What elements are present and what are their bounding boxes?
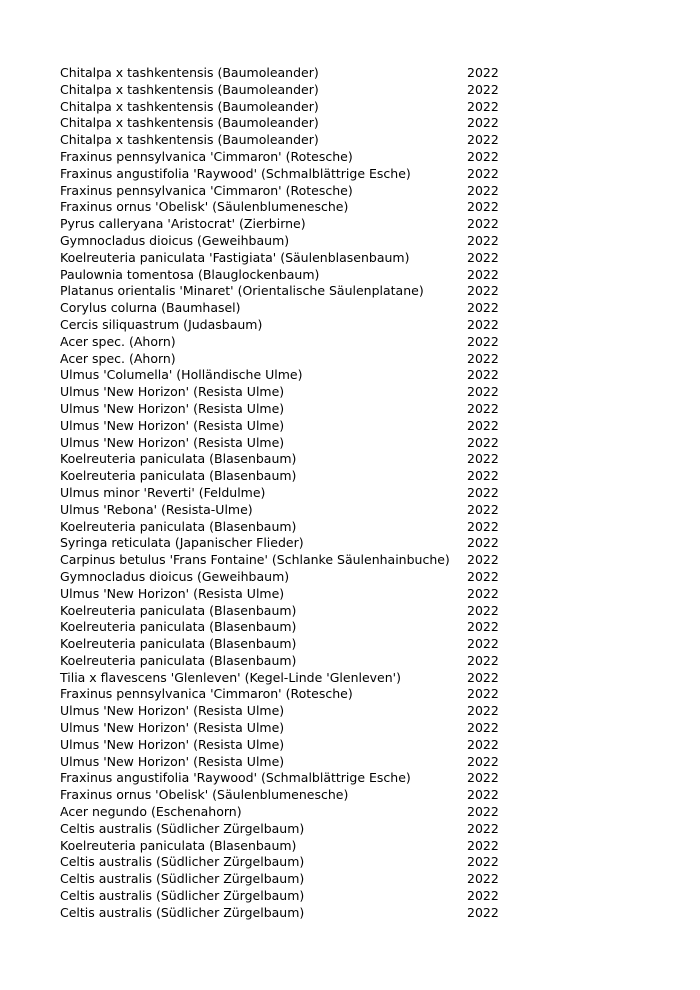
planting-year: 2022 bbox=[467, 736, 499, 752]
table-row bbox=[60, 636, 520, 653]
planting-year: 2022 bbox=[467, 652, 499, 668]
tree-species-name: Acer spec. (Ahorn) bbox=[60, 333, 176, 349]
planting-year: 2022 bbox=[467, 451, 499, 467]
tree-species-name: Gymnocladus dioicus (Geweihbaum) bbox=[60, 232, 290, 248]
table-row bbox=[60, 267, 520, 284]
tree-species-name: Paulownia tomentosa (Blauglockenbaum) bbox=[60, 266, 320, 282]
planting-year: 2022 bbox=[467, 585, 499, 601]
table-row bbox=[60, 435, 520, 452]
planting-year: 2022 bbox=[467, 602, 499, 618]
planting-year: 2022 bbox=[467, 468, 499, 484]
planting-year: 2022 bbox=[467, 484, 499, 500]
planting-year: 2022 bbox=[467, 400, 499, 416]
planting-year: 2022 bbox=[467, 81, 499, 97]
table-row bbox=[60, 351, 520, 368]
planting-year: 2022 bbox=[467, 434, 499, 450]
tree-species-name: Chitalpa x tashkentensis (Baumoleander) bbox=[60, 98, 319, 114]
planting-year: 2022 bbox=[467, 367, 499, 383]
planting-year: 2022 bbox=[467, 384, 499, 400]
tree-species-name: Acer spec. (Ahorn) bbox=[60, 350, 176, 366]
table-row bbox=[60, 535, 520, 552]
table-row bbox=[60, 703, 520, 720]
tree-species-name: Corylus colurna (Baumhasel) bbox=[60, 300, 241, 316]
table-row bbox=[60, 670, 520, 687]
table-row bbox=[60, 166, 520, 183]
planting-year: 2022 bbox=[467, 753, 499, 769]
planting-year: 2022 bbox=[467, 787, 499, 803]
table-row bbox=[60, 183, 520, 200]
tree-species-name: Fraxinus pennsylvanica 'Cimmaron' (Rotesche) bbox=[60, 686, 353, 702]
planting-year: 2022 bbox=[467, 518, 499, 534]
table-row bbox=[60, 586, 520, 603]
planting-year: 2022 bbox=[467, 820, 499, 836]
table-row bbox=[60, 149, 520, 166]
planting-year: 2022 bbox=[467, 619, 499, 635]
table-row bbox=[60, 317, 520, 334]
tree-species-name: Celtis australis (Südlicher Zürgelbaum) bbox=[60, 871, 305, 887]
table-row bbox=[60, 854, 520, 871]
tree-species-name: Fraxinus angustifolia 'Raywood' (Schmalblättrige Esche) bbox=[60, 165, 411, 181]
tree-species-name: Chitalpa x tashkentensis (Baumoleander) bbox=[60, 81, 319, 97]
tree-species-name: Koelreuteria paniculata (Blasenbaum) bbox=[60, 602, 297, 618]
planting-year: 2022 bbox=[467, 216, 499, 232]
planting-year: 2022 bbox=[467, 98, 499, 114]
table-row bbox=[60, 82, 520, 99]
tree-species-name: Ulmus 'Columella' (Holländische Ulme) bbox=[60, 367, 303, 383]
tree-species-name: Ulmus 'New Horizon' (Resista Ulme) bbox=[60, 703, 285, 719]
planting-year: 2022 bbox=[467, 199, 499, 215]
table-row bbox=[60, 552, 520, 569]
tree-species-name: Koelreuteria paniculata 'Fastigiata' (Säulenblasenbaum) bbox=[60, 249, 410, 265]
tree-species-name: Fraxinus pennsylvanica 'Cimmaron' (Rotesche) bbox=[60, 148, 353, 164]
table-row bbox=[60, 115, 520, 132]
planting-year: 2022 bbox=[467, 703, 499, 719]
planting-year: 2022 bbox=[467, 350, 499, 366]
planting-year: 2022 bbox=[467, 720, 499, 736]
table-row bbox=[60, 888, 520, 905]
table-row bbox=[60, 838, 520, 855]
tree-species-name: Ulmus 'Rebona' (Resista-Ulme) bbox=[60, 501, 253, 517]
planting-year: 2022 bbox=[467, 535, 499, 551]
planting-year: 2022 bbox=[467, 770, 499, 786]
tree-species-name: Chitalpa x tashkentensis (Baumoleander) bbox=[60, 132, 319, 148]
table-row bbox=[60, 418, 520, 435]
tree-species-name: Ulmus 'New Horizon' (Resista Ulme) bbox=[60, 736, 285, 752]
table-row bbox=[60, 199, 520, 216]
tree-species-name: Pyrus calleryana 'Aristocrat' (Zierbirne) bbox=[60, 216, 306, 232]
table-row bbox=[60, 720, 520, 737]
planting-year: 2022 bbox=[467, 65, 499, 80]
planting-year: 2022 bbox=[467, 686, 499, 702]
tree-species-name: Cercis siliquastrum (Judasbaum) bbox=[60, 316, 263, 332]
planting-year: 2022 bbox=[467, 568, 499, 584]
table-row bbox=[60, 367, 520, 384]
tree-species-name: Koelreuteria paniculata (Blasenbaum) bbox=[60, 619, 297, 635]
planting-year: 2022 bbox=[467, 837, 499, 853]
table-row bbox=[60, 334, 520, 351]
planting-year: 2022 bbox=[467, 266, 499, 282]
table-row bbox=[60, 401, 520, 418]
table-row bbox=[60, 519, 520, 536]
table-row bbox=[60, 603, 520, 620]
planting-year: 2022 bbox=[467, 232, 499, 248]
tree-species-name: Chitalpa x tashkentensis (Baumoleander) bbox=[60, 115, 319, 131]
planting-year: 2022 bbox=[467, 115, 499, 131]
tree-species-name: Fraxinus ornus 'Obelisk' (Säulenblumenesche) bbox=[60, 787, 349, 803]
table-row bbox=[60, 686, 520, 703]
table-row bbox=[60, 216, 520, 233]
tree-species-name: Platanus orientalis 'Minaret' (Orientalische Säulenplatane) bbox=[60, 283, 424, 299]
tree-species-name: Celtis australis (Südlicher Zürgelbaum) bbox=[60, 820, 305, 836]
table-row bbox=[60, 468, 520, 485]
table-row bbox=[60, 233, 520, 250]
tree-species-name: Koelreuteria paniculata (Blasenbaum) bbox=[60, 468, 297, 484]
table-row bbox=[60, 754, 520, 771]
planting-year: 2022 bbox=[467, 316, 499, 332]
tree-species-name: Fraxinus ornus 'Obelisk' (Säulenblumenesche) bbox=[60, 199, 349, 215]
planting-year: 2022 bbox=[467, 804, 499, 820]
planting-year: 2022 bbox=[467, 300, 499, 316]
planting-year: 2022 bbox=[467, 501, 499, 517]
planting-year: 2022 bbox=[467, 854, 499, 870]
planting-year: 2022 bbox=[467, 333, 499, 349]
tree-species-name: Ulmus 'New Horizon' (Resista Ulme) bbox=[60, 434, 285, 450]
tree-list bbox=[60, 65, 520, 922]
tree-species-name: Koelreuteria paniculata (Blasenbaum) bbox=[60, 636, 297, 652]
tree-species-name: Celtis australis (Südlicher Zürgelbaum) bbox=[60, 904, 305, 920]
planting-year: 2022 bbox=[467, 871, 499, 887]
table-row bbox=[60, 619, 520, 636]
planting-year: 2022 bbox=[467, 636, 499, 652]
planting-year: 2022 bbox=[467, 888, 499, 904]
table-row bbox=[60, 770, 520, 787]
tree-species-name: Ulmus 'New Horizon' (Resista Ulme) bbox=[60, 585, 285, 601]
table-row bbox=[60, 132, 520, 149]
tree-species-name: Celtis australis (Südlicher Zürgelbaum) bbox=[60, 854, 305, 870]
tree-species-name: Ulmus 'New Horizon' (Resista Ulme) bbox=[60, 720, 285, 736]
planting-year: 2022 bbox=[467, 552, 499, 568]
planting-year: 2022 bbox=[467, 249, 499, 265]
tree-species-name: Carpinus betulus 'Frans Fontaine' (Schlanke Säulenhainbuche) bbox=[60, 552, 450, 568]
planting-year: 2022 bbox=[467, 182, 499, 198]
tree-species-name: Koelreuteria paniculata (Blasenbaum) bbox=[60, 652, 297, 668]
planting-year: 2022 bbox=[467, 904, 499, 920]
tree-species-name: Celtis australis (Südlicher Zürgelbaum) bbox=[60, 888, 305, 904]
planting-year: 2022 bbox=[467, 283, 499, 299]
table-row bbox=[60, 65, 520, 82]
table-row bbox=[60, 250, 520, 267]
tree-species-name: Ulmus minor 'Reverti' (Feldulme) bbox=[60, 484, 266, 500]
tree-species-name: Koelreuteria paniculata (Blasenbaum) bbox=[60, 451, 297, 467]
table-row bbox=[60, 821, 520, 838]
tree-species-name: Fraxinus pennsylvanica 'Cimmaron' (Rotesche) bbox=[60, 182, 353, 198]
table-row bbox=[60, 99, 520, 116]
tree-species-name: Acer negundo (Eschenahorn) bbox=[60, 804, 242, 820]
table-row bbox=[60, 502, 520, 519]
tree-species-name: Koelreuteria paniculata (Blasenbaum) bbox=[60, 518, 297, 534]
table-row bbox=[60, 283, 520, 300]
tree-species-name: Ulmus 'New Horizon' (Resista Ulme) bbox=[60, 400, 285, 416]
table-row bbox=[60, 804, 520, 821]
tree-species-name: Ulmus 'New Horizon' (Resista Ulme) bbox=[60, 753, 285, 769]
table-row bbox=[60, 653, 520, 670]
table-row bbox=[60, 569, 520, 586]
table-row bbox=[60, 737, 520, 754]
tree-species-name: Tilia x flavescens 'Glenleven' (Kegel-Linde 'Glenleven') bbox=[60, 669, 401, 685]
tree-species-name: Gymnocladus dioicus (Geweihbaum) bbox=[60, 568, 290, 584]
tree-species-name: Syringa reticulata (Japanischer Flieder) bbox=[60, 535, 304, 551]
planting-year: 2022 bbox=[467, 669, 499, 685]
planting-year: 2022 bbox=[467, 148, 499, 164]
tree-species-name: Koelreuteria paniculata (Blasenbaum) bbox=[60, 837, 297, 853]
tree-species-name: Ulmus 'New Horizon' (Resista Ulme) bbox=[60, 384, 285, 400]
table-row bbox=[60, 905, 520, 922]
tree-species-name: Fraxinus angustifolia 'Raywood' (Schmalblättrige Esche) bbox=[60, 770, 411, 786]
table-row bbox=[60, 300, 520, 317]
table-row bbox=[60, 787, 520, 804]
tree-species-name: Ulmus 'New Horizon' (Resista Ulme) bbox=[60, 417, 285, 433]
planting-year: 2022 bbox=[467, 165, 499, 181]
table-row bbox=[60, 451, 520, 468]
table-row bbox=[60, 384, 520, 401]
planting-year: 2022 bbox=[467, 417, 499, 433]
tree-species-name: Chitalpa x tashkentensis (Baumoleander) bbox=[60, 65, 319, 80]
table-row bbox=[60, 871, 520, 888]
table-row bbox=[60, 485, 520, 502]
planting-year: 2022 bbox=[467, 132, 499, 148]
